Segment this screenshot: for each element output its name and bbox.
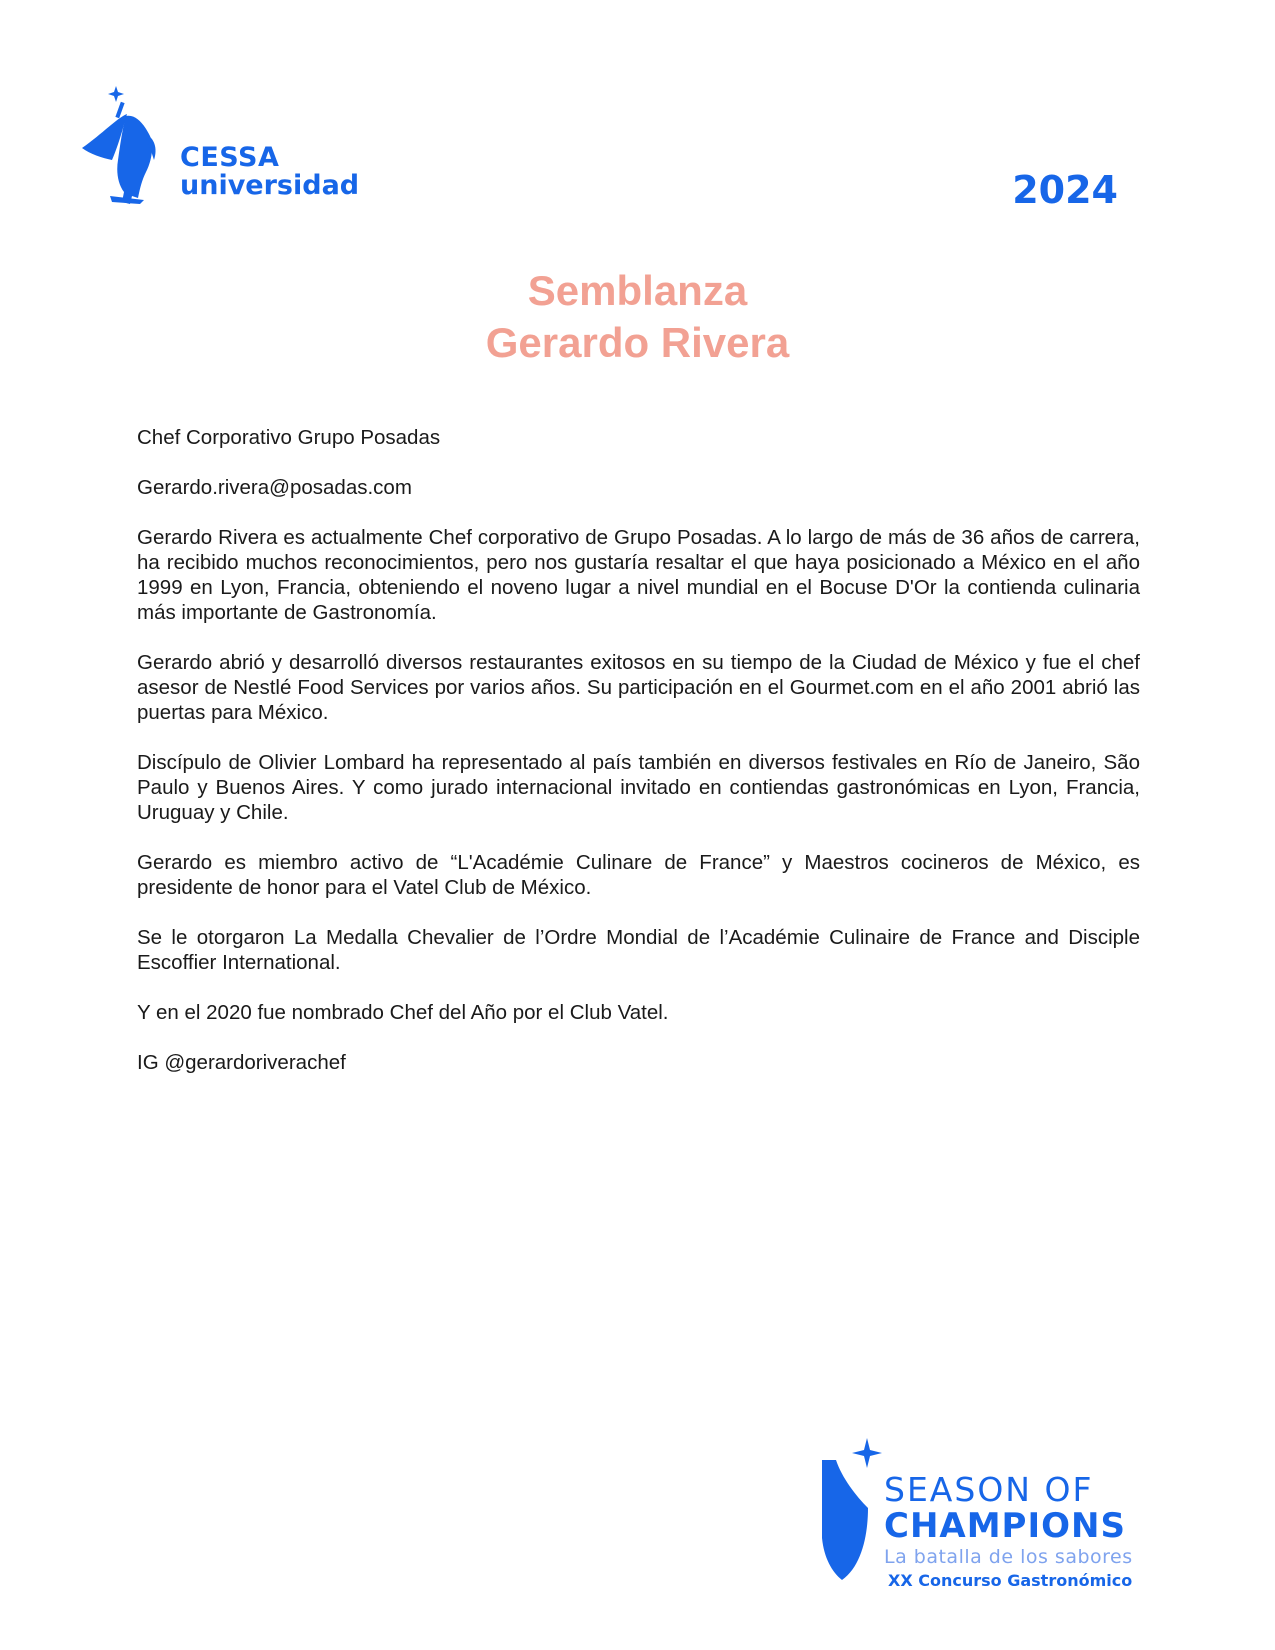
paragraph-role: Chef Corporativo Grupo Posadas xyxy=(137,426,441,449)
crescent-star-icon xyxy=(822,1438,892,1588)
paragraph-awards: Se le otorgaron La Medalla Chevalier de l’Ordre Mondial de l’Académie Culinaire de France and Disciple Escoffier International. xyxy=(137,926,1140,974)
page-title xyxy=(0,265,1275,369)
biography-body xyxy=(137,425,1140,1100)
title-line-name: Gerardo Rivera xyxy=(485,319,790,366)
paragraph-instagram: IG @gerardoriverachef xyxy=(137,1051,346,1074)
logo-line-cessa: CESSA xyxy=(180,142,280,173)
paragraph-email: Gerardo.rivera@posadas.com xyxy=(137,476,412,499)
footer-batalla: La batalla de los sabores xyxy=(884,1546,1133,1568)
paragraph-memberships: Gerardo es miembro activo de “L'Académie Culinare de France” y Maestros cocineros de México, es presidente de honor para el Vatel Club de México. xyxy=(137,851,1140,899)
logo-line-universidad: universidad xyxy=(180,170,360,201)
footer-season-of: SEASON OF xyxy=(884,1470,1094,1509)
title-line-semblanza: Semblanza xyxy=(527,267,748,314)
footer-champions: CHAMPIONS xyxy=(884,1506,1126,1546)
year-label: 2024 xyxy=(1012,168,1118,212)
logo-wordmark xyxy=(180,144,359,200)
paragraph-restaurants: Gerardo abrió y desarrolló diversos restaurantes exitosos en su tiempo de la Ciudad de México y fue el chef asesor de Nestlé Food Services por varios años. Su participación en el Gourmet.com en el año 2001 abrió las puertas para México. xyxy=(137,651,1140,724)
cessa-universidad-logo xyxy=(82,84,362,214)
season-of-champions-logo xyxy=(822,1438,1142,1608)
footer-concurso: XX Concurso Gastronómico xyxy=(888,1571,1133,1590)
paragraph-disciple: Discípulo de Olivier Lombard ha representado al país también en diversos festivales en Río de Janeiro, São Paulo y Buenos Aires. Y como jurado internacional invitado en contiendas gastronómicas en Lyon, Francia, Uruguay y Chile. xyxy=(137,751,1140,824)
paragraph-career: Gerardo Rivera es actualmente Chef corporativo de Grupo Posadas. A lo largo de más de 36 años de carrera, ha recibido muchos reconocimientos, pero nos gustaría resaltar el que haya posicionado a México en el año 1999 en Lyon, Francia, obteniendo el noveno lugar a nivel mundial en el Bocuse D'Or la contienda culinaria más importante de Gastronomía. xyxy=(137,526,1140,624)
angel-icon xyxy=(82,84,182,214)
paragraph-chef-of-year: Y en el 2020 fue nombrado Chef del Año por el Club Vatel. xyxy=(137,1001,669,1024)
